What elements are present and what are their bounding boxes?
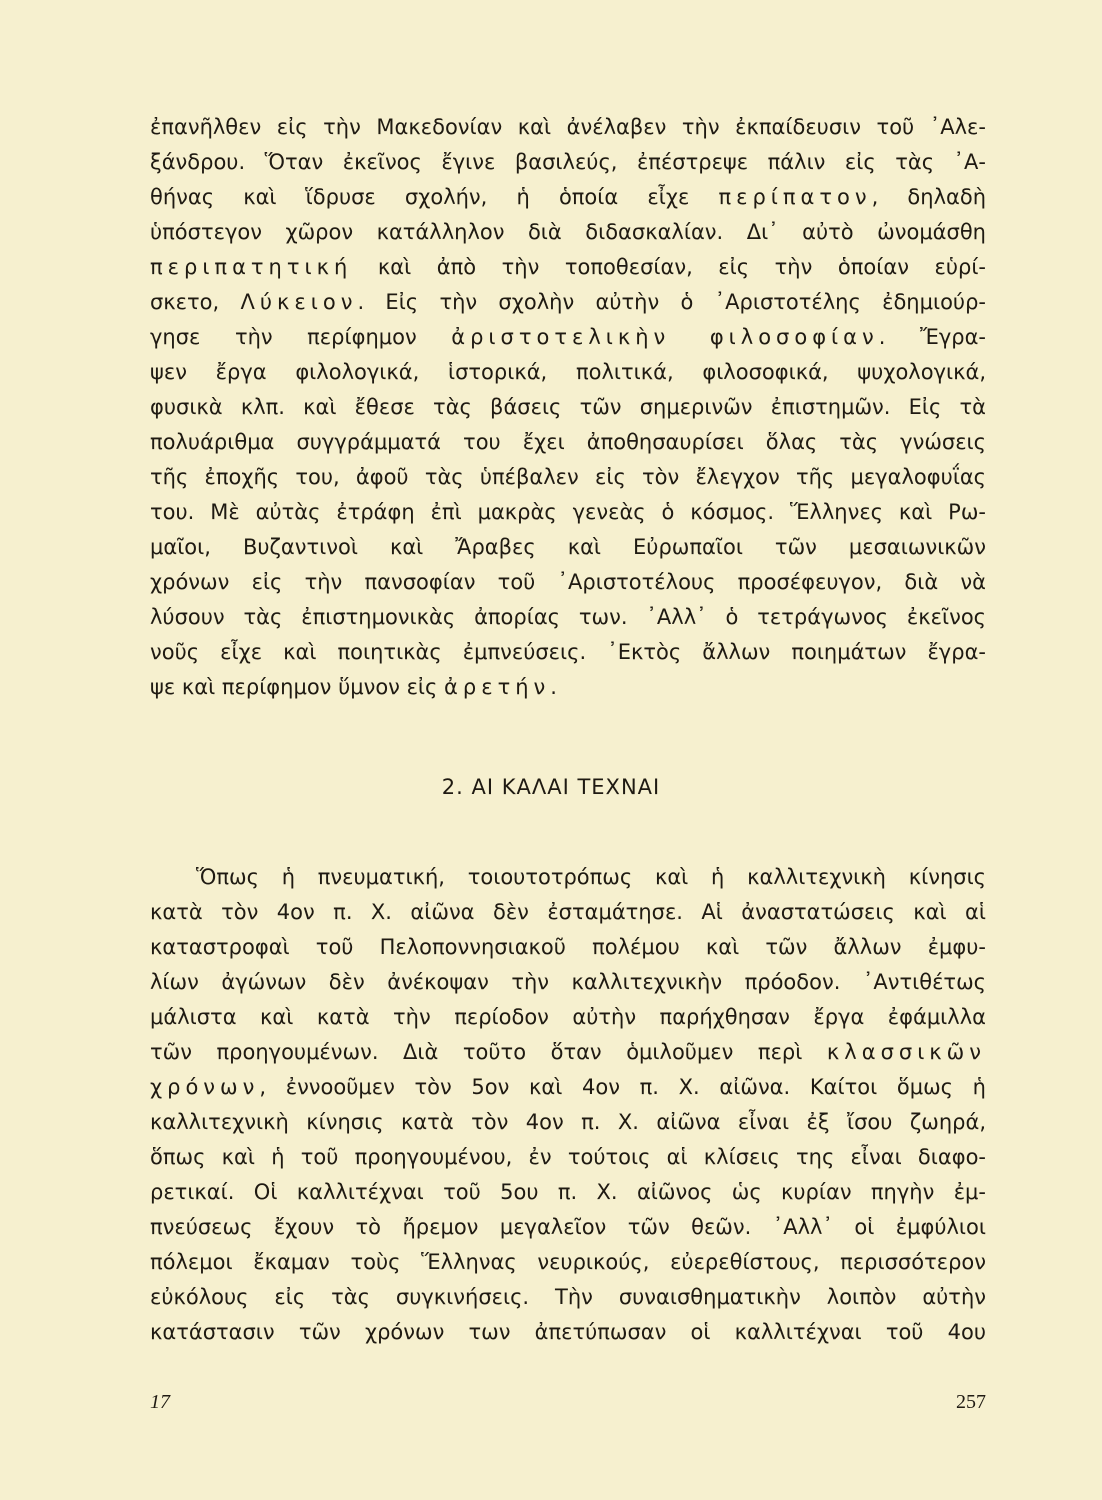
text-line <box>150 180 986 215</box>
text-segment: μαῖοι, Βυζαντινοὶ καὶ Ἄραβες καὶ Εὐρωπαῖοι τῶν μεσαιωνικῶν <box>150 535 986 559</box>
paragraph-fine-arts <box>150 860 986 1350</box>
text-segment: πολυάριθμα συγγράμματά του ἔχει ἀποθησαυρίσει ὅλας τὰς γνώσεις <box>150 430 986 454</box>
spaced-emphasis: Λύκειον <box>240 290 358 314</box>
text-line <box>150 1035 986 1070</box>
text-line <box>150 145 986 180</box>
text-segment: ἐπανῆλθεν εἰς τὴν Μακεδονίαν καὶ ἀνέλαβεν τὴν ἐκπαίδευσιν τοῦ ᾿Αλε- <box>150 115 986 139</box>
text-line <box>150 860 986 895</box>
spaced-emphasis: χρόνων <box>150 1075 260 1099</box>
text-line <box>150 965 986 1000</box>
text-line <box>150 565 986 600</box>
paragraph-aristotle <box>150 110 986 705</box>
text-line <box>150 600 986 635</box>
text-line <box>150 250 986 285</box>
text-segment: ψεν ἔργα φιλολογικά, ἱστορικά, πολιτικά, φιλοσοφικά, ψυχολογικά, <box>150 360 986 384</box>
spaced-emphasis: ἀρετήν <box>444 675 551 699</box>
text-line <box>150 1105 986 1140</box>
text-line <box>150 355 986 390</box>
text-segment: γησε τὴν περίφημον <box>150 325 452 349</box>
text-segment: καὶ ἀπὸ τὴν τοποθεσίαν, εἰς τὴν ὁποίαν εὑρί- <box>352 255 986 279</box>
text-line <box>150 1280 986 1315</box>
spaced-emphasis: περιπατητική <box>150 255 353 279</box>
section-heading: 2. ΑΙ ΚΑΛΑΙ ΤΕΧΝΑΙ <box>441 775 661 799</box>
text-line <box>150 635 986 670</box>
text-line <box>150 425 986 460</box>
text-line <box>150 530 986 565</box>
signature-mark: 17 <box>150 1391 170 1413</box>
page-number: 257 <box>956 1391 986 1413</box>
text-line <box>150 930 986 965</box>
text-segment: ψε καὶ περίφημον ὕμνον εἰς <box>150 675 445 699</box>
text-segment: νοῦς εἶχε καὶ ποιητικὰς ἐμπνεύσεις. ᾿Εκτὸς ἄλλων ποιημάτων ἔγρα- <box>150 640 986 664</box>
text-line <box>150 495 986 530</box>
text-line <box>150 1000 986 1035</box>
text-line <box>150 215 986 250</box>
text-line <box>150 1140 986 1175</box>
text-line <box>150 670 986 705</box>
text-line <box>150 1070 986 1105</box>
text-segment: . Εἰς τὴν σχολὴν αὐτὴν ὁ ᾿Αριστοτέλης ἐδημιούρ- <box>357 290 986 314</box>
text-segment: φυσικὰ κλπ. καὶ ἔθεσε τὰς βάσεις τῶν σημερινῶν ἐπιστημῶν. Εἰς τὰ <box>150 395 986 419</box>
text-line <box>150 1210 986 1245</box>
text-segment: κατάστασιν τῶν χρόνων των ἀπετύπωσαν οἱ καλλιτέχναι τοῦ 4ου <box>150 1320 986 1344</box>
text-segment: τῶν προηγουμένων. Διὰ τοῦτο ὅταν ὁμιλοῦμεν περὶ <box>150 1040 827 1064</box>
text-segment: εὐκόλους εἰς τὰς συγκινήσεις. Τὴν συναισθηματικὴν λοιπὸν αὐτὴν <box>150 1285 986 1309</box>
text-line <box>150 1315 986 1350</box>
text-segment: πόλεμοι ἔκαμαν τοὺς Ἕλληνας νευρικούς, εὐερεθίστους, περισσότερον <box>150 1250 986 1274</box>
text-segment: κατὰ τὸν 4ον π. Χ. αἰῶνα δὲν ἐσταμάτησε. Αἱ ἀναστατώσεις καὶ αἱ <box>150 900 986 924</box>
text-line <box>150 895 986 930</box>
text-line <box>150 460 986 495</box>
text-segment: . <box>550 675 557 699</box>
text-segment: χρόνων εἰς τὴν πανσοφίαν τοῦ ᾿Αριστοτέλους προσέφευγον, διὰ νὰ <box>150 570 986 594</box>
text-segment: πνεύσεως ἔχουν τὸ ἤρεμον μεγαλεῖον τῶν θεῶν. ᾿Αλλ᾿ οἱ ἐμφύλιοι <box>150 1215 986 1239</box>
spaced-emphasis: περίπατον <box>718 185 872 209</box>
text-segment: θήνας καὶ ἵδρυσε σχολήν, ἡ ὁποία εἶχε <box>150 185 719 209</box>
text-segment: ὅπως καὶ ἡ τοῦ προηγουμένου, ἐν τούτοις αἱ κλίσεις της εἶναι διαφο- <box>150 1145 986 1169</box>
text-segment: λύσουν τὰς ἐπιστημονικὰς ἀπορίας των. ᾿Αλλ᾿ ὁ τετράγωνος ἐκεῖνος <box>150 605 986 629</box>
spaced-emphasis: ἀριστοτελικὴν φιλοσοφίαν <box>451 325 879 349</box>
text-segment: καλλιτεχνικὴ κίνησις κατὰ τὸν 4ον π. Χ. αἰῶνα εἶναι ἐξ ἴσου ζωηρά, <box>150 1110 986 1134</box>
text-line <box>150 1175 986 1210</box>
text-segment: . Ἔγρα- <box>878 325 987 349</box>
text-segment: του. Μὲ αὐτὰς ἐτράφη ἐπὶ μακρὰς γενεὰς ὁ κόσμος. Ἕλληνες καὶ Ρω- <box>150 500 986 524</box>
spaced-emphasis: κλασσικῶν <box>826 1040 986 1064</box>
text-segment: , ἐννοοῦμεν τὸν 5ον καὶ 4ον π. Χ. αἰῶνα. Καίτοι ὅμως ἡ <box>259 1075 986 1099</box>
text-segment: , δηλαδὴ <box>871 185 986 209</box>
text-segment: μάλιστα καὶ κατὰ τὴν περίοδον αὐτὴν παρήχθησαν ἔργα ἐφάμιλλα <box>150 1005 986 1029</box>
text-segment: ρετικαί. Οἱ καλλιτέχναι τοῦ 5ου π. Χ. αἰῶνος ὡς κυρίαν πηγὴν ἐμ- <box>150 1180 986 1204</box>
text-segment: ὑπόστεγον χῶρον κατάλληλον διὰ διδασκαλίαν. Δι᾿ αὐτὸ ὠνομάσθη <box>150 220 986 244</box>
text-segment: σκετο, <box>150 290 241 314</box>
text-segment: ξάνδρου. Ὅταν ἐκεῖνος ἔγινε βασιλεύς, ἐπέστρεψε πάλιν εἰς τὰς ᾿Α- <box>150 150 986 174</box>
text-line <box>150 390 986 425</box>
text-segment: καταστροφαὶ τοῦ Πελοποννησιακοῦ πολέμου καὶ τῶν ἄλλων ἐμφυ- <box>150 935 986 959</box>
text-line <box>150 1245 986 1280</box>
text-segment: Ὅπως ἡ πνευματική, τοιουτοτρόπως καὶ ἡ καλλιτεχνικὴ κίνησις <box>196 865 986 889</box>
text-line <box>150 285 986 320</box>
text-segment: τῆς ἐποχῆς του, ἀφοῦ τὰς ὑπέβαλεν εἰς τὸν ἔλεγχον τῆς μεγαλοφυΐας <box>150 465 986 489</box>
text-segment: λίων ἀγώνων δὲν ἀνέκοψαν τὴν καλλιτεχνικὴν πρόοδον. ᾿Αντιθέτως <box>150 970 986 994</box>
text-line <box>150 320 986 355</box>
text-line <box>150 110 986 145</box>
